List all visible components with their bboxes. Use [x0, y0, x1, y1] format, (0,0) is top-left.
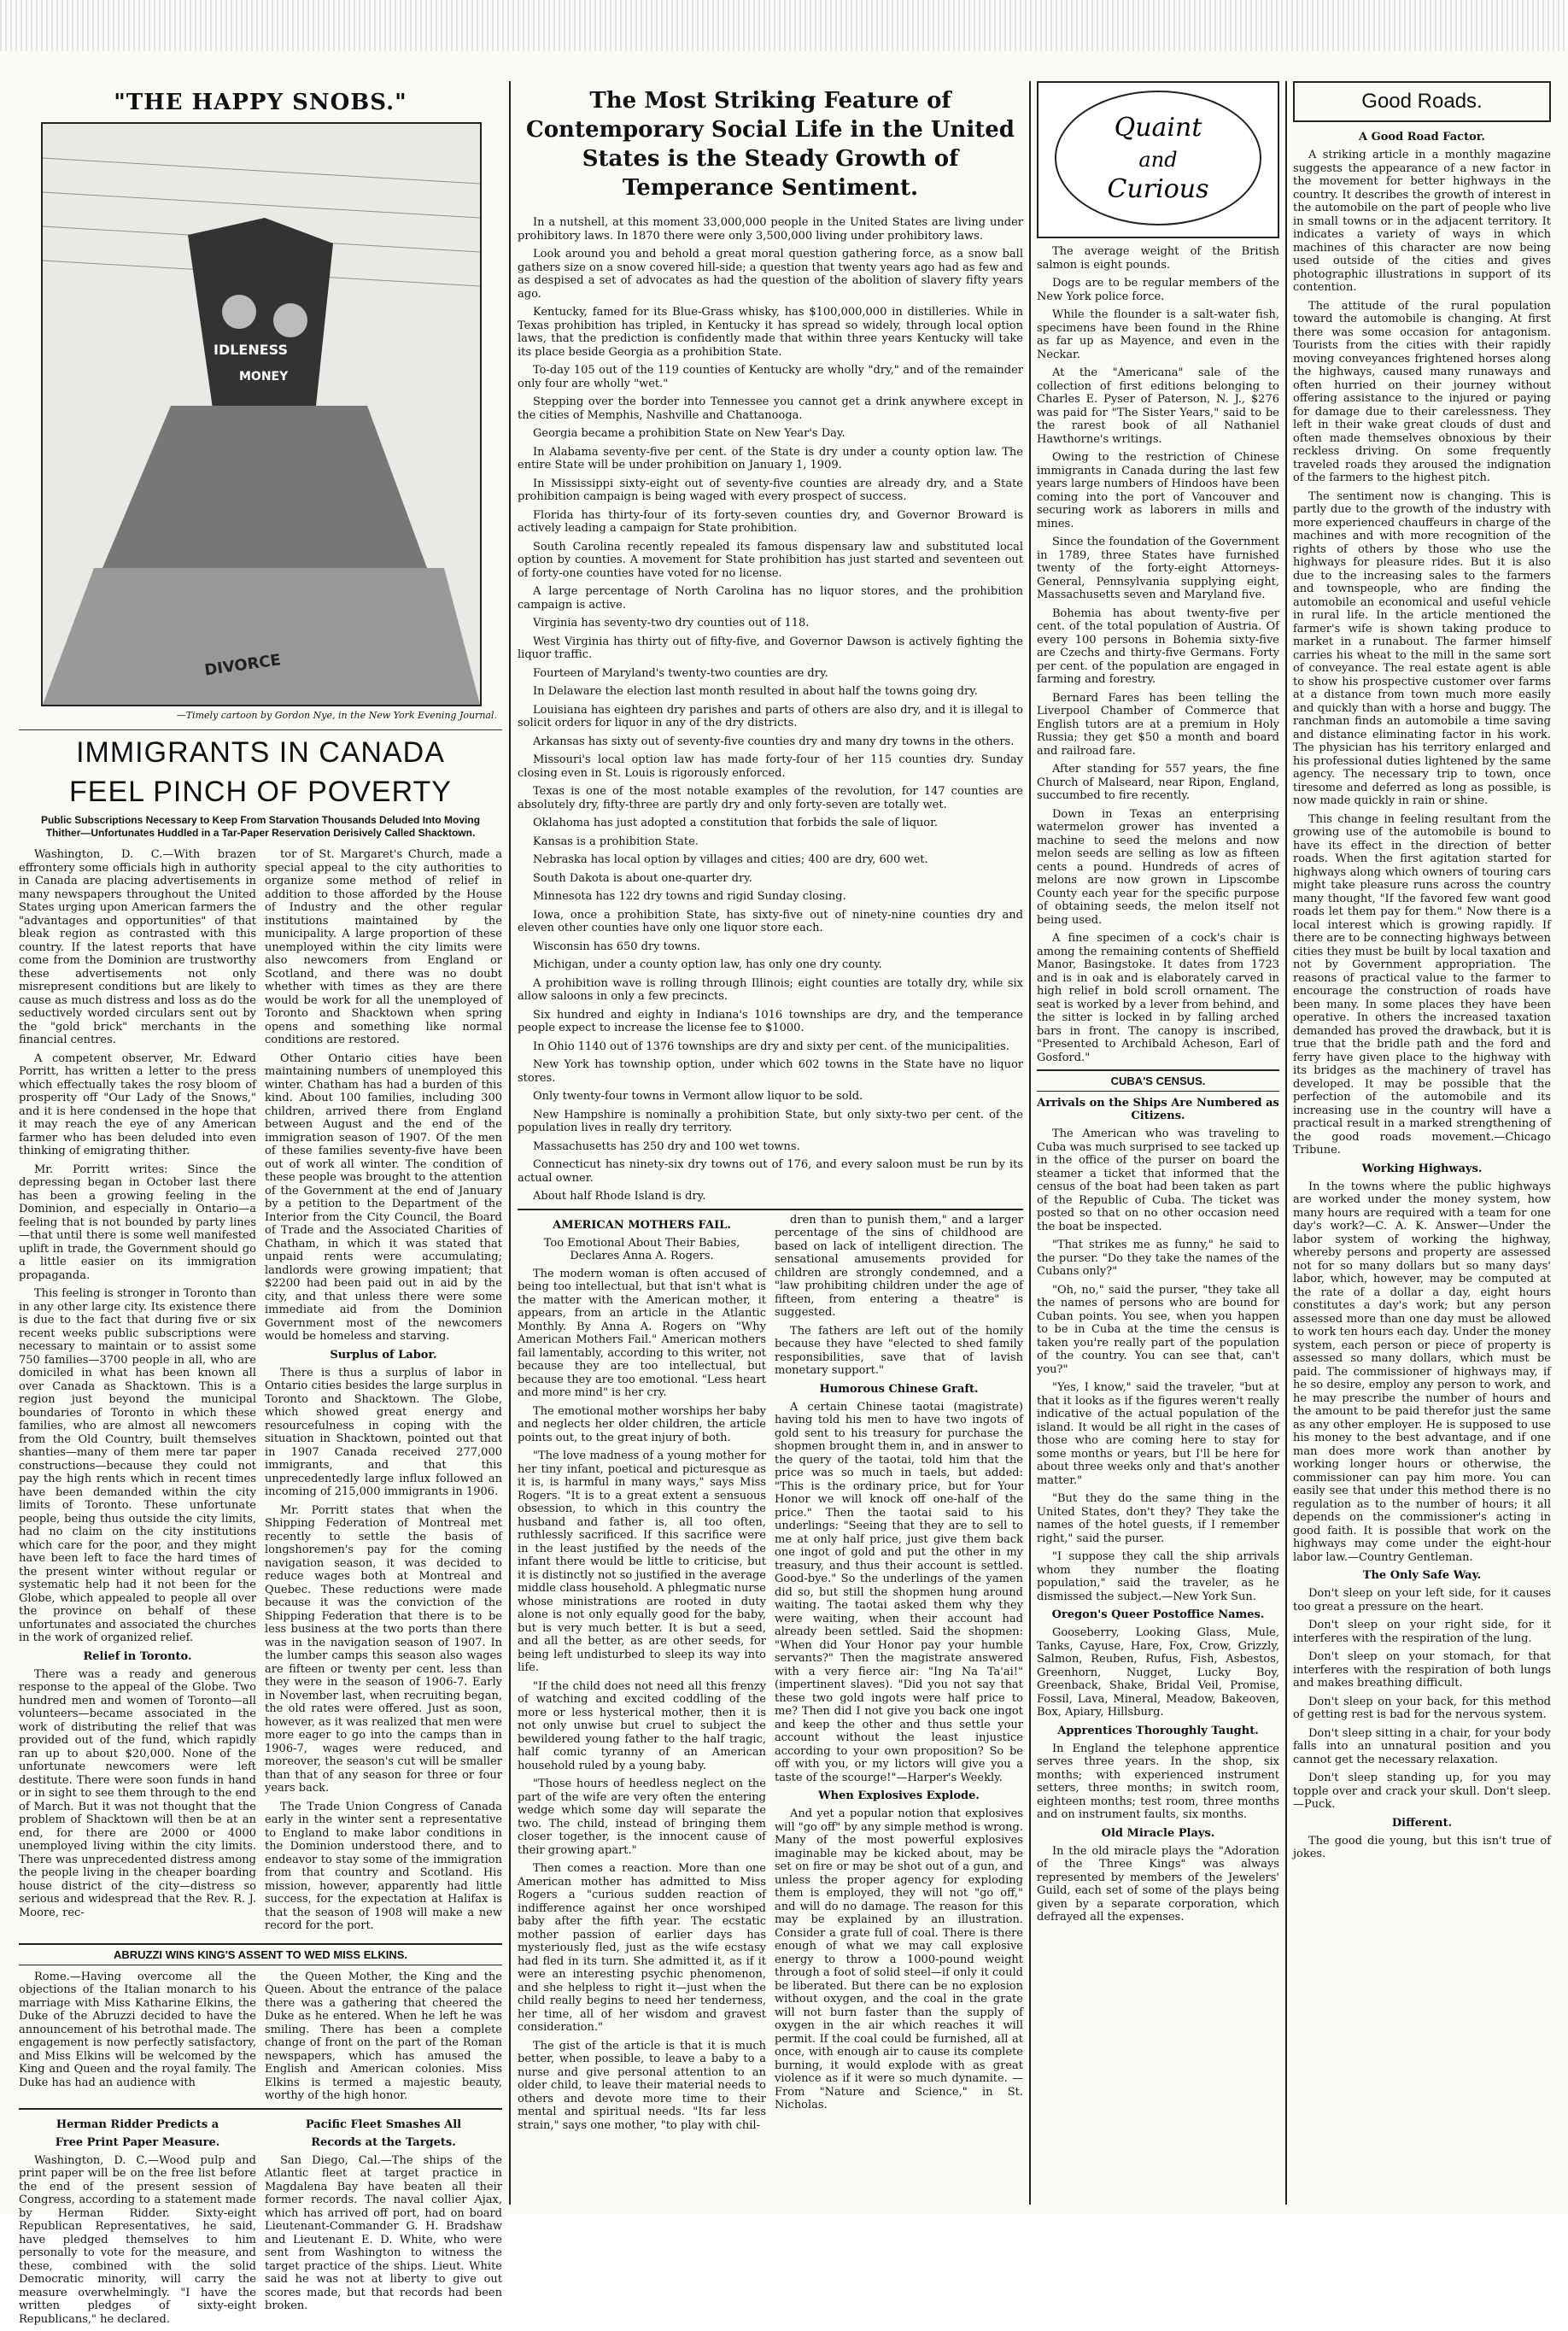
immigrants-paragraph: Other Ontario cities have been maintaining numbers of unemployed this winter. Chatham has had a burden of this kind. About 100 families, including 300 children, arrived there from England between August and the end of the immigration season of 1907. Of the men of these families seventy-five have been out of work all winter. The condition of these people was brought to the attention of the Government at the end of January by a petition to the Department of the Interior from the City Council, the Board of Trade and the Associated Charities of Chatham, in which it was stated that unpaid rents were accumulating; landlords were growing impatient; that $2200 had been paid out in aid by the city, and that unless there were some immediate aid from the Dominion Government most of the newcomers would be homeless and starving.	[265, 1051, 502, 1343]
mothers-body-cont	[775, 1214, 1023, 1378]
ridder-head-1: Herman Ridder Predicts a	[56, 2117, 219, 2131]
temperance-paragraph: Stepping over the border into Tennessee you cannot get a drink anywhere except in the cities of Memphis, Nashville and Chattanooga.	[518, 395, 1023, 422]
explosives-head: When Explosives Explode.	[818, 1789, 980, 1802]
temperance-title: The Most Striking Feature of Contemporary Social Life in the United States is the Steady Growth of Temperance Sentiment.	[526, 88, 1015, 201]
mothers-paragraph: Then comes a reaction. More than one American mother has admitted to Miss Rogers a "curious sudden reaction of indifference against her once worshiped baby after the fifth year. The ecstatic mother passion of earlier days has mysteriously fled, just as the wife ecstasy had fled in its turn. She admitted it, as if it were an interesting psychic phenomenon, and she helpless to right it—just when the child really begins to need her tenderness, her time, all of her wisdom and gravest consideration."	[518, 1862, 766, 2034]
cuba-paragraph: "I suppose they call the ship arrivals whom they number the floating population," said the traveler, as he dismissed the subject.—New York Sun.	[1037, 1550, 1279, 1603]
roads-paragraph: This change in feeling resultant from the growing use of the automobile is bound to have its effect in the direction of better roads. When the first agitation started for highways along which owners of touring cars might take pleasure runs across the country many thought, "If the favored few want good roads let them pay for them." Now there is a local interest which is growing rapidly. If there are to be connecting highways between cities they must be built by local taxation and not by Government appropriation. The reasons of practical value to the farmer to encourage the construction of roads have been many. In some places they have been operative. In others the increased taxation demanded has proved the drawback, but it is true that the bridle path and the ford and ferry have given place to the highway with its bridges as the machinery of travel has developed. It may be possible that the perfection of the automobile and its increasing use in the country will have a practical result in a marked strengthening of the good roads movement.—Chicago Tribune.	[1293, 812, 1551, 1157]
quaint-item: Bohemia has about twenty-five per cent. of the total population of Austria. Of every 100 persons in Bohemia sixty-five are Czechs and thirty-five Germans. Forty per cent. of the population are engaged in farming and forestry.	[1037, 606, 1279, 686]
column-quaint	[1037, 81, 1279, 2205]
quaint-logo-line3: Curious	[1107, 174, 1209, 204]
cartoon-divorce-label: DIVORCE	[203, 651, 283, 680]
temperance-paragraph: Only twenty-four towns in Vermont allow liquor to be sold.	[533, 1090, 863, 1103]
quaint-item: Since the foundation of the Government in 1789, three States have furnished twenty of the forty-eight Attorneys-General, Pennsylvania supplying eight, Massachusetts seven and Maryland five.	[1037, 536, 1279, 601]
quaint-item: Owing to the restriction of Chinese immigrants in Canada during the last few years large numbers of Hindoos have been coming into the port of Vancouver and securing work as laborers in mills and mines.	[1037, 451, 1279, 530]
happy-snobs-title: "THE HAPPY SNOBS."	[114, 90, 407, 115]
safe-paragraph: Don't sleep on your back, for this method of getting rest is bad for the nervous system.	[1293, 1695, 1551, 1721]
temperance-paragraph: To-day 105 out of the 119 counties of Kentucky are wholly "dry," and of the remainder only four are wholly "wet."	[518, 364, 1023, 390]
quaint-item: A fine specimen of a cock's chair is among the remaining contents of Sheffield Manor, Basingstoke. It dates from 1723 and is in oak and is elaborately carved in high relief in bold scroll ornament. The seat is worked by a lever from behind, and the sitter is locked in by falling arched bars in front. The canopy is inscribed, "Presented to Archibald Acheson, Earl of Gosford."	[1037, 932, 1279, 1064]
oregon-head: Oregon's Queer Postoffice Names.	[1051, 1608, 1265, 1621]
miracle-text: In the old miracle plays the "Adoration of the Three Kings" was always represented by members of the Jewelers' Guild, each set of some of the plays being given by a separate corporation, which defrayed all the expenses.	[1037, 1844, 1279, 1924]
good-roads-logo: Good Roads.	[1293, 81, 1551, 122]
roads-paragraph: The sentiment now is changing. This is partly due to the growth of the industry with more experienced chauffeurs in charge of the machines and with more recognition of the rights of others by those who use the highways for pleasure rides. But it is also due to the increasing sales to the farmers and townspeople, who are finding the automobile an economical and useful vehicle in rural life. In the article mentioned the farmer's wife is shown taking produce to market in a runabout. The farmer himself carries his wheat to the mill in the same sort of conveyance. The real estate agent is able to show his prospective customer over farms at a distance from town much more easily and quickly than with a horse and buggy. The ranchman finds an automobile a time saving and distance eliminating factor in his work. The physician has his territory enlarged and his professional duties lightened by the same agency. The necessary trip to town, once tiresome and deferred as long as possible, is now made quickly in rain or shine.	[1293, 489, 1551, 807]
different-head: Different.	[1391, 1816, 1453, 1830]
temperance-paragraph: Kansas is a prohibition State.	[533, 835, 699, 848]
temperance-paragraph: Wisconsin has 650 dry towns.	[533, 940, 701, 953]
working-head: Working Highways.	[1361, 1162, 1483, 1175]
immigrants-paragraph: Mr. Porritt states that when the Shipping Federation of Montreal met recently to settle the basis of longshoremen's pay for the coming navigation season, it was decided to reduce wages both at Montreal and Quebec. These reductions were made because it was the conviction of the Shipping Federation that there is to be less business at the two ports than there was in the navigation season of 1907. In the lumber camps this season also wages are fifteen or twenty per cent. less than they were in the season of 1906-7. Early in November last, when recruiting began, the old rates were offered. Just as soon, however, as it was realized that men were more eager to go into the camps than in 1906-7, wages were reduced, and moreover, the season's cut will be smaller than that of any season for three or four years back.	[265, 1503, 502, 1795]
immigrants-paragraph: A competent observer, Mr. Edward Porritt, has written a letter to the press which effectually takes the rosy bloom of prosperity off "Our Lady of the Snows," and it is here condensed in the hope that it may reach the eye of any American farmer who has been deluded into even thinking of emigrating thither.	[19, 1051, 256, 1157]
temperance-paragraph: New York has township option, under which 602 towns in the State have no liquor stores.	[518, 1058, 1023, 1085]
immigrants-col-left	[19, 848, 256, 1938]
ridder-text: Washington, D. C.—Wood pulp and print paper will be on the free list before the end of the present session of Congress, according to a statement made by Herman Ridder. Sixty-eight Republican Representatives, he said, have pledged themselves to him personally to vote for the measure, and these, combined with the solid Democratic minority, will carry the measure overwhelmingly. "I have the written pledges of sixty-eight Republicans," he declared.	[19, 2153, 256, 2326]
temperance-paragraph: About half Rhode Island is dry.	[533, 1190, 706, 1203]
mothers-paragraph: "The love madness of a young mother for her tiny infant, poetical and picturesque as it is, is harmful in many ways," says Miss Rogers. "It is to a great extent a sensuous obsession, to which in this country the husband and father is, all too often, ruthlessly sacrificed. If this sacrifice were in the least justified by the needs of the infant there would be little to criticise, but it is distinctly not so justified in the average middle class household. A phlegmatic nurse whose ministrations are rooted in duty alone is not only equally good for the baby, but is very much better. It is but a seed, and all the better, as are other seeds, for being left undisturbed to sleep its way into life.	[518, 1450, 766, 1674]
temperance-paragraph: South Dakota is about one-quarter dry.	[533, 871, 752, 885]
quaint-item: Dogs are to be regular members of the New York police force.	[1037, 277, 1279, 303]
apprentices-text: In England the telephone apprentice serves three years. In the shop, six months; with experienced instrument setters, three months; in switch room, eighteen months; test room, three months and on instrument faults, six months.	[1037, 1742, 1279, 1821]
temperance-paragraph: New Hampshire is nominally a prohibition State, but only sixty-two per cent. of the population lives in really dry territory.	[518, 1108, 1023, 1134]
ridder-head-2: Free Print Paper Measure.	[55, 2135, 220, 2149]
temperance-paragraph: Nebraska has local option by villages and cities; 400 are dry, 600 wet.	[533, 853, 928, 866]
abruzzi-right: the Queen Mother, the King and the Queen. About the entrance of the palace there was a gathering that cheered the Duke as he entered. When he left he was smiling. There has been a complete change of front on the part of the Roman newspapers, which has amused the English and American colonies. Miss Elkins is termed a majestic beauty, worthy of the high honor.	[265, 1970, 502, 2102]
different-text: The good die young, but this isn't true of jokes.	[1293, 1834, 1551, 1860]
pacific-head-1: Pacific Fleet Smashes All	[305, 2117, 462, 2131]
immigrants-paragraph: This feeling is stronger in Toronto than in any other large city. Its existence there is due to the fact that during five or six recent weeks public subscriptions were necessary to maintain or to assist some 750 families—3700 people in all, who are domiciled in what has been known all over Canada as Shacktown. This is a region just beyond the municipal boundaries of Toronto in which these families, who are almost all newcomers from the Old Country, built themselves shanties—many of them mere tar paper constructions—because they could not pay the high rents which in recent times have been demanded within the city limits of Toronto. These unfortunate people, being thus outside the city limits, had no claim on the city institutions which care for the poor, and they might have been left to face the hard times of the present winter without regular or systematic help had it not been for the Globe, which appealed to people all over the province on behalf of these unfortunates and associated the churches in the work of organized relief.	[19, 1287, 256, 1644]
temperance-paragraph: Six hundred and eighty in Indiana's 1016 townships are dry, and the temperance people expect to increase the license fee to $1000.	[518, 1008, 1023, 1034]
quaint-item: After standing for 557 years, the fine Church of Malseard, near Ripon, England, succumbed to fire recently.	[1037, 763, 1279, 802]
temperance-paragraph: Iowa, once a prohibition State, has sixty-five out of ninety-nine counties dry and eleven other counties have only one liquor store each.	[518, 908, 1023, 934]
temperance-paragraph: In a nutshell, at this moment 33,000,000 people in the United States are living under prohibitory laws. In 1870 there were only 3,500,000 living under prohibitory laws.	[518, 216, 1023, 243]
temperance-paragraph: In Mississippi sixty-eight out of seventy-five counties are already dry, and a State prohibition campaign is being waged with every prospect of success.	[518, 477, 1023, 503]
miracle-head: Old Miracle Plays.	[1101, 1826, 1215, 1840]
temperance-paragraph: A large percentage of North Carolina has no liquor stores, and the prohibition campaign is active.	[518, 585, 1023, 612]
column-rule	[509, 81, 511, 2205]
temperance-paragraph: Louisiana has eighteen dry parishes and parts of others are also dry, and it is illegal to solicit orders for liquor in any of the dry districts.	[518, 703, 1023, 729]
temperance-paragraph: Look around you and behold a great moral question gathering force, as a snow ball gathers size on a snow covered hill-side; a question that twenty years ago had as few and as despised a set of advocates as had the question of the abolition of slavery fifty years ago.	[518, 248, 1023, 301]
page-top-edge	[0, 0, 1568, 51]
quaint-item: Down in Texas an enterprising watermelon grower has invented a machine to seed the melons and now melon seeds are selling as low as fifteen cents a pound. Hundreds of acres of melons are now grown in Lipscombe County each year for the specific purpose of obtaining seeds, the melon itself not being used.	[1037, 807, 1279, 927]
mothers-sub: Too Emotional About Their Babies, Declares Anna A. Rogers.	[543, 1236, 740, 1262]
column-left	[19, 81, 502, 2326]
quaint-logo-line2: and	[1138, 148, 1178, 172]
quaint-item: At the "Americana" sale of the collection of first editions belonging to Charles E. Pyser of Paterson, N. J., $276 was paid for "The Sister Years," said to be the rarest book of all Nathaniel Hawthorne's writings.	[1037, 366, 1279, 446]
working-text: In the towns where the public highways are worked under the money system, how many hours are required with a team for one day's work?—C. A. K. Answer—Under the labor system of working the highway, whereby persons and property are assessed not for so many dollars but so many days' labor, which, however, may be computed at the rate of a dollar a day, eight hours constitutes a day's work; but any person assessed more than one day must be allowed to work ten hours each day. Under the money system, each person or piece of property is assessed so many dollars, which must be paid. The commissioner of highways may, if he so desire, employ any person to work, and he may prescribe the number of hours and the amount to be paid therefor just the same as any other employer. He is supposed to use his money to the best advantage, and if one man does more work than another by working longer hours or otherwise, the commissioner can pay him more. You can easily see that under this method there is no regulation as to the number of hours; it all depends on the commissioner's acting in good faith. It is possible that work on the highways may come under the eight-hour labor law.—Country Gentleman.	[1293, 1180, 1551, 1564]
surplus-head: Surplus of Labor.	[330, 1348, 437, 1362]
column-center	[518, 81, 1023, 2205]
road-factor-head: A Good Road Factor.	[1359, 131, 1485, 143]
immigrants-deck: Public Subscriptions Necessary to Keep From Starvation Thousands Deluded Into Moving Thither—Unfortunates Huddled in a Tar-Paper Reservation Derisively Called Shacktown.	[40, 814, 481, 839]
safe-paragraph: Don't sleep standing up, for you may topple over and crack your skull. Don't sleep.—Puck.	[1293, 1772, 1551, 1811]
cuba-paragraph: "But they do the same thing in the United States, don't they? They take the names of the hotel guests, if I remember right," said the purser.	[1037, 1492, 1279, 1545]
temperance-paragraph: Kentucky, famed for its Blue-Grass whisky, has $100,000,000 in distilleries. While in Texas prohibition has tripled, in Kentucky it has spread so widely, through local option laws, that the prediction is confidently made that within three years Kentucky will take its place beside Georgia as a prohibition State.	[518, 306, 1023, 359]
quaint-body	[1037, 245, 1279, 1064]
temperance-paragraph: In Alabama seventy-five per cent. of the State is dry under a county option law. The entire State will be under prohibition on January 1, 1909.	[518, 445, 1023, 471]
safe-paragraph: Don't sleep on your left side, for it causes too great a pressure on the heart.	[1293, 1587, 1551, 1614]
apprentices-head: Apprentices Thoroughly Taught.	[1057, 1724, 1259, 1737]
quaint-logo-line1: Quaint	[1114, 113, 1202, 143]
temperance-paragraph: Michigan, under a county option law, has only one dry county.	[533, 958, 882, 971]
roads-body	[1293, 149, 1551, 1157]
mothers-paragraph: The emotional mother worships her baby and neglects her older children, the article points out, to the great injury of both.	[518, 1404, 766, 1444]
temperance-paragraph: A prohibition wave is rolling through Illinois; eight counties are totally dry, while six allow saloons in only a few precincts.	[518, 976, 1023, 1003]
column-roads	[1293, 81, 1551, 2205]
safe-paragraph: Don't sleep on your right side, for it interferes with the respiration of the lung.	[1293, 1619, 1551, 1645]
safe-paragraph: Don't sleep on your stomach, for that interferes with the respiration of both lungs and makes breathing difficult.	[1293, 1650, 1551, 1690]
temperance-paragraph: Fourteen of Maryland's twenty-two counties are dry.	[533, 666, 828, 680]
temperance-paragraph: Texas is one of the most notable examples of the revolution, for 147 counties are absolutely dry, fifty-three are partly dry and only forty-seven are totally wet.	[518, 785, 1023, 811]
roads-paragraph: The attitude of the rural population toward the automobile is changing. At first there was some occasion for antagonism. Tourists from the cities with their rapidly moving conveyances frightened horses along the highways, caused many runaways and often hurried on their journey without offering assistance to the injured or paying for damage due to their carelessness. They left in their wake great clouds of dust and often made themselves obnoxious by their reckless driving. On some frequently traveled roads they aroused the indignation of the farmers to the highest pitch.	[1293, 299, 1551, 484]
immigrants-paragraph: tor of St. Margaret's Church, made a special appeal to the city authorities to organize some method of relief in addition to those afforded by the House of Industry and the other regular institutions maintained by the municipality. A large proportion of these unemployed within the city limits were also newcomers from England or Scotland, and there was no doubt whether with times as they are there would be work for all the unemployed of Toronto and Shacktown when spring opens and something like normal conditions are restored.	[265, 848, 502, 1046]
explosives-text: And yet a popular notion that explosives will "go off" by any simple method is wrong. Many of the most powerful explosives imaginable may be kicked about, may be set on fire or may be shot out of a gun, and unless the proper agency for exploding them is employed, they will not "go off," and will do no damage. The reason for this may be explained by an illustration. Consider a grate full of coal. There is there enough of what we may call explosive energy to throw a 1000-pound weight through a foot of solid steel—if only it could be liberated. But there can be no explosion without oxygen, and the coal in the grate will not burn faster than the supply of oxygen in the air which reaches it will permit. If the coal could be furnished, all at once, with enough air to cause its complete burning, it would explode with as great violence as if it were so much dynamite. — From "Nature and Science," in St. Nicholas.	[775, 1807, 1023, 2111]
mothers-paragraph: The fathers are left out of the homily because they have "elected to shed family responsibilities, save that of lavish monetary support."	[775, 1324, 1023, 1377]
temperance-paragraph: Missouri's local option law has made forty-four of her 115 counties dry. Sunday closing even in St. Louis is rigorously enforced.	[518, 753, 1023, 780]
temperance-paragraph: Oklahoma has just adopted a constitution that forbids the sale of liquor.	[533, 817, 939, 829]
pacific-head-2: Records at the Targets.	[311, 2135, 456, 2149]
pacific-text: San Diego, Cal.—The ships of the Atlantic fleet at target practice in Magdalena Bay have beaten all their former records. The naval collier Ajax, which has arrived off port, had on board Lieutenant-Commander G. H. Bradshaw and Lieutenant E. D. White, who were sent from Washington to witness the target practice of the ships. Lieut. White said he was not at liberty to give out scores made, but that records had been broken.	[265, 2153, 502, 2312]
safe-body	[1293, 1587, 1551, 1812]
safe-paragraph: Don't sleep sitting in a chair, for your body falls into an unnatural position and you cannot get the necessary relaxation.	[1293, 1726, 1551, 1766]
mothers-body	[518, 1268, 766, 2133]
temperance-paragraph: In Delaware the election last month resulted in about half the towns going dry.	[533, 685, 978, 698]
column-rule	[1029, 81, 1031, 2205]
temperance-paragraph: Virginia has seventy-two dry counties out of 118.	[533, 617, 810, 630]
immigrants-title-line1: IMMIGRANTS IN CANADA	[76, 736, 445, 769]
cuba-body	[1037, 1127, 1279, 1603]
quaint-curious-logo	[1037, 81, 1279, 238]
immigrants-paragraph: There was a ready and generous response to the appeal of the Globe. Two hundred men and women of Toronto—all volunteers—became associated in the work of distributing the relief that was provided out of the fund, which rapidly ran up to about $20,000. None of the unfortunate newcomers were left destitute. There were soon funds in hand or in sight to see them through to the end of March. But it was not thought that the problem of Shacktown will then be at an end, for there are 2000 or 4000 unemployed living within the city limits. There was unprecedented distress among the people living in the cheaper boarding house district of the city—distress so serious and widespread that the Rev. R. J. Moore, rec-	[19, 1667, 256, 1919]
immigrants-paragraph: Mr. Porritt writes: Since the depressing began in October last there has been a growing feeling in the Dominion, and especially in Ontario—a feeling that is not bounded by party lines—that until there is some well manifested uplift in trade, the Government should go a little easier on its immigration propaganda.	[19, 1163, 256, 1282]
mothers-paragraph: dren than to punish them," and a larger percentage of the sins of childhood are based on lack of intelligent direction. The sensational amusements provided for children are strongly condemned, and a "law prohibiting children under the age of fifteen, from entering a theatre" is suggested.	[775, 1213, 1023, 1319]
cartoon-idleness-label: IDLENESS	[214, 342, 289, 358]
mothers-paragraph: The modern woman is often accused of being too intellectual, but that isn't what is the matter with the American mother, it appears, from an article in the Atlantic Monthly. By Anna A. Rogers on "Why American Mothers Fail." American mothers fail lamentably, according to this writer, not because they are too intellectual, but because they are too emotional. "Less heart and more mind" is her cry.	[518, 1267, 766, 1399]
abruzzi-left: Rome.—Having overcome all the objections of the Italian monarch to his marriage with Miss Katharine Elkins, the Duke of the Abruzzi decided to have the announcement of his betrothal made. The engagement is now perfectly satisfactory, and Miss Elkins will be welcomed by the King and Queen and the royal family. The Duke has had an audience with	[19, 1970, 256, 2089]
immigrants-title-line2: FEEL PINCH OF POVERTY	[69, 776, 452, 808]
temperance-paragraph: Arkansas has sixty out of seventy-five counties dry and many dry towns in the others.	[533, 735, 1015, 748]
cuba-paragraph: "Yes, I know," said the traveler, "but at that it looks as if the figures weren't really indicative of the actual population of the island. It would be all right in the cases of those who are coming here to stay for some months or years, but I'll be here for about three weeks only and that's another matter."	[1037, 1381, 1279, 1487]
temperance-paragraph: South Carolina recently repealed its famous dispensary law and substituted local option by counties. A movement for State prohibition has just started and seventeen out of forty-one counties have voted for no license.	[518, 540, 1023, 580]
immigrants-paragraph: The Trade Union Congress of Canada early in the winter sent a representative to England to make labor conditions in the Dominion understood there, and to endeavor to stay some of the immigration from that country and Scotland. His mission, however, apparently had little success, for the expectation at Halifax is that the season of 1908 will make a new record for the port.	[265, 1800, 502, 1932]
quaint-item: Bernard Fares has been telling the Liverpool Chamber of Commerce that English tutors are at a premium in Holy Russia; they get $50 a month and board and railroad fare.	[1037, 691, 1279, 758]
cartoon-money-label: MONEY	[239, 370, 289, 384]
temperance-paragraph: Connecticut has ninety-six dry towns out of 176, and every saloon must be run by its actual owner.	[518, 1158, 1023, 1185]
chinese-head: Humorous Chinese Graft.	[819, 1382, 979, 1396]
cuba-paragraph: "That strikes me as funny," he said to the purser. "Do they take the names of the Cubans only?"	[1037, 1239, 1279, 1278]
cuba-sub: Arrivals on the Ships Are Numbered as Citizens.	[1037, 1097, 1279, 1122]
temperance-paragraph: Georgia became a prohibition State on New Year's Day.	[533, 427, 845, 440]
safe-way-head: The Only Safe Way.	[1362, 1569, 1482, 1582]
mothers-paragraph: The gist of the article is that it is much better, when possible, to leave a baby to a nurse and give personal attention to an older child, to leave their material needs to others and devote more time to their mental and spiritual needs. "Its far less strain," says one mother, "to play with chil-	[518, 2039, 766, 2132]
cartoon-illustration	[43, 124, 480, 705]
temperance-paragraph: Massachusetts has 250 dry and 100 wet towns.	[533, 1139, 800, 1153]
cartoon-caption: —Timely cartoon by Gordon Nye, in the New York Evening Journal.	[176, 710, 497, 721]
temperance-paragraph: In Ohio 1140 out of 1376 townships are dry and sixty per cent. of the municipalities.	[533, 1040, 1009, 1053]
quaint-item: While the flounder is a salt-water fish, specimens have been found in the Rhine as far up as Mayence, and even in the Neckar.	[1037, 308, 1279, 361]
immigrants-paragraph: Washington, D. C.—With brazen effrontery some officials high in authority in Canada are placing advertisements in many newspapers throughout the United States urging upon American farmers the "advantages and opportunities" of that bleak region as contrasted with this country. If the latest reports that have come from the Dominion are trustworthy these advertisements not only misrepresent conditions but are likely to cause as much distress and loss as do the seductively worded circulars sent out by the "gold brick" merchants in the financial centres.	[19, 848, 256, 1046]
cuba-paragraph: The American who was traveling to Cuba was much surprised to see tacked up in the office of the purser on board the steamer a ticket that informed that the census of the boat had been taken as part of the Republic of Cuba. The ticket was posted so that on no other occasion need the boat be inspected.	[1037, 1127, 1279, 1233]
quaint-item: The average weight of the British salmon is eight pounds.	[1037, 245, 1279, 272]
relief-head: Relief in Toronto.	[83, 1649, 192, 1663]
temperance-paragraph: Florida has thirty-four of its forty-seven counties dry, and Governor Broward is actively leading a campaign for State prohibition.	[518, 508, 1023, 535]
chinese-text: A certain Chinese taotai (magistrate) having told his men to have two ingots of gold sent to his treasury for purchase the shopmen brought them in, and in answer to the query of the taotai, told him that the price was so much in taels, but added: "This is the ordinary price, but for Your Honor we will knock off one-half of the price." Then the taotai said to his underlings: "Seeing that they are to sell to me at only half price, just give them back one ingot of gold and put the other in my treasury, and thus their account is settled. Good-bye." So the underlings of the yamen did so, but still the shopmen hung around waiting. The taotai asked them why they were waiting, when their account had already been settled. Said the shopmen: "When did Your Honor pay your humble servants?" Then the magistrate answered with a very fierce air: "Ing Na Ta'ai!" (impertinent slaves). "Did you not say that these two gold ingots were half price to me? Then did I not give you back one ingot and keep the other and thus settle your account without the least injustice according to your own proposition? So be off with you, or my lictors will give you a taste of the scourge!"—Harper's Weekly.	[775, 1400, 1023, 1784]
quaint-logo-art	[1039, 83, 1278, 233]
oregon-text: Gooseberry, Looking Glass, Mule, Tanks, Cayuse, Hare, Fox, Crow, Grizzly, Salmon, Reuben, Rufus, Fish, Asbestos, Greenhorn, Nugget, Lucky Boy, Greenback, Shake, Bridal Veil, Promise, Fossil, Lava, Mineral, Meadow, Bakeoven, Box, Apiary, Hillsburg.	[1037, 1626, 1279, 1719]
roads-paragraph: A striking article in a monthly magazine suggests the appearance of a new factor in the movement for better highways in the country. It describes the growth of interest in the automobile on the part of people who live in small towns or in the adjacent territory. It indicates a variety of ways in which machines of this character are now being used outside of the cities and gives photographic illustrations in support of its contention.	[1293, 149, 1551, 294]
column-rule	[1285, 81, 1287, 2205]
mothers-paragraph: "If the child does not need all this frenzy of watching and excited coddling of the more or less hysterical mother, then it is not only unwise but cruel to subject the bewildered young father to the half tragic, half comic tyranny of an American household ruled by a young baby.	[518, 1679, 766, 1772]
mothers-paragraph: "Those hours of heedless neglect on the part of the wife are very often the entering wedge which some day will separate the two. The child, instead of bringing them closer together, is the innocent cause of their growing apart."	[518, 1778, 766, 1857]
immigrants-paragraph: There is thus a surplus of labor in Ontario cities besides the large surplus in Toronto and Shacktown. The Globe, which showed great energy and resourcefulness in coping with the situation in Shacktown, pointed out that in 1907 Canada received 277,000 immigrants, and that this unprecedentedly large influx followed an incoming of 215,000 immigrants in 1906.	[265, 1366, 502, 1498]
temperance-paragraph: Minnesota has 122 dry towns and rigid Sunday closing.	[533, 890, 846, 903]
cuba-head: CUBA'S CENSUS.	[1037, 1069, 1279, 1092]
happy-snobs-cartoon	[41, 122, 482, 706]
immigrants-col-right	[265, 848, 502, 1938]
temperance-body	[518, 216, 1023, 1204]
cuba-paragraph: "Oh, no," said the purser, "they take all the names of persons who are bound for Cuban points. You see, when you happen to be in Cuba at the time the census is taken you're really part of the population of the country. You can see that, can't you?"	[1037, 1283, 1279, 1376]
temperance-paragraph: West Virginia has thirty out of fifty-five, and Governor Dawson is actively fighting the liquor traffic.	[518, 635, 1023, 661]
mothers-head: AMERICAN MOTHERS FAIL.	[553, 1218, 731, 1232]
abruzzi-head: ABRUZZI WINS KING'S ASSENT TO WED MISS ELKINS.	[19, 1943, 502, 1965]
